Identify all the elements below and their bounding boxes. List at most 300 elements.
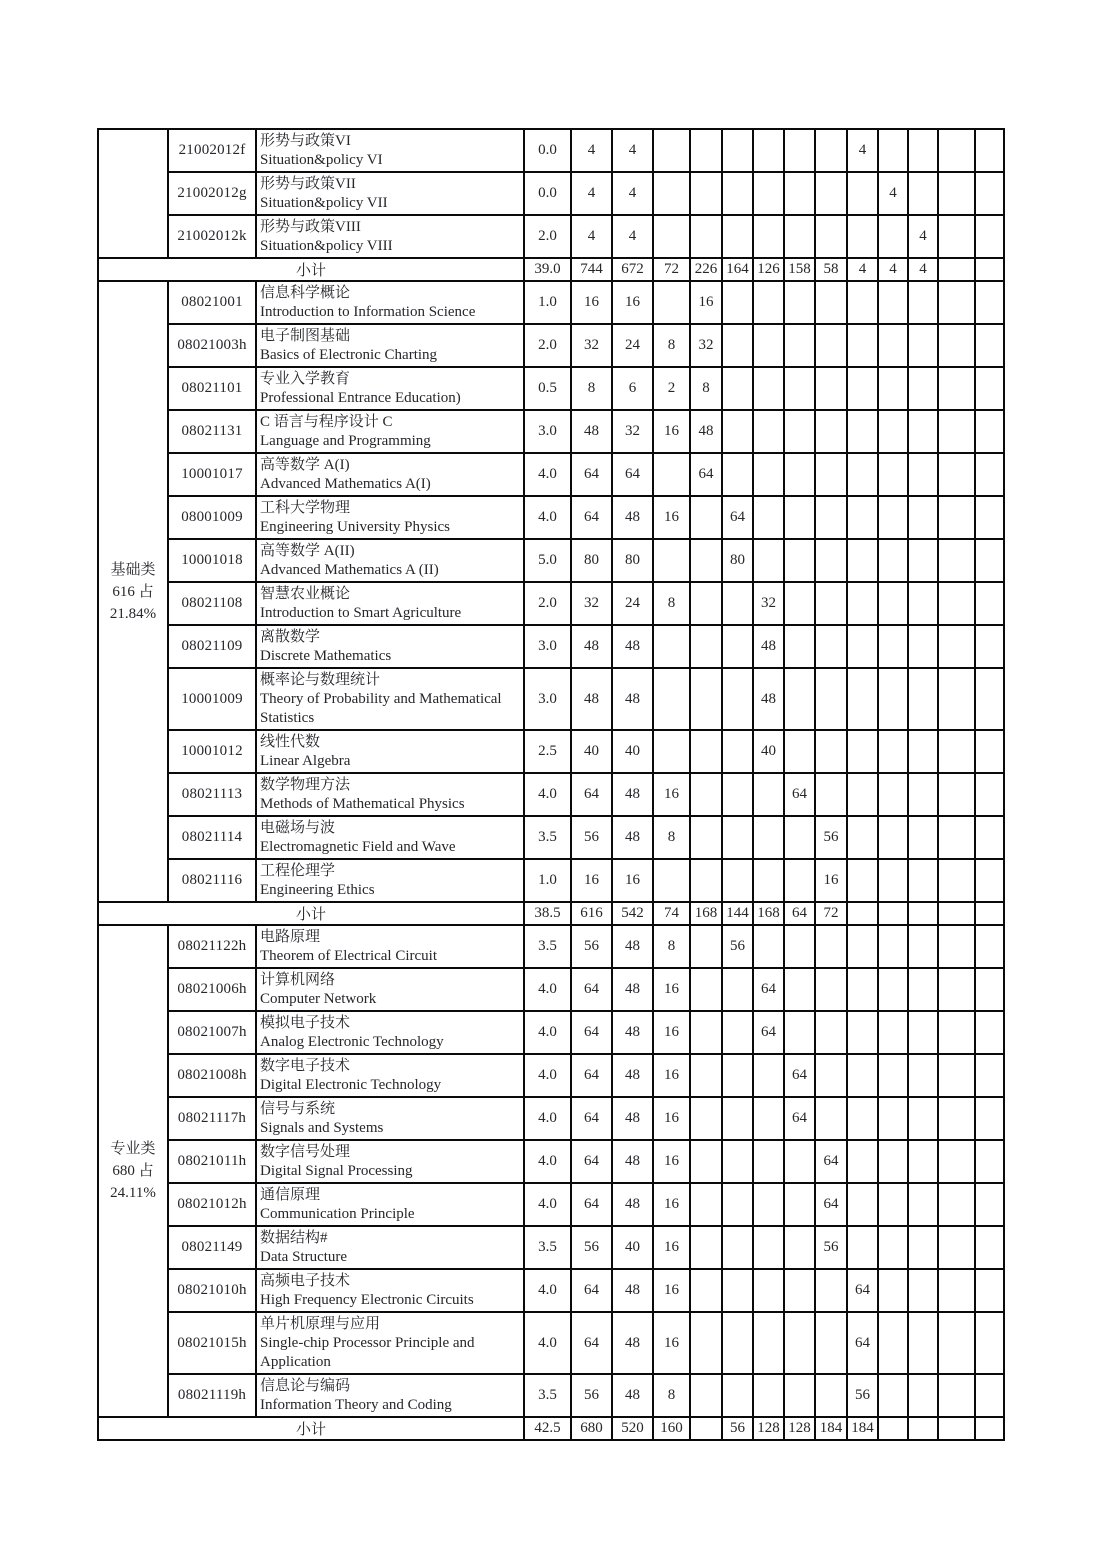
course-name-zh: 高等数学 A(II) [260,543,355,559]
value-cell: 64 [784,773,815,816]
value-cell [878,668,908,730]
value-cell [975,324,1004,367]
curriculum-table-body [98,129,1004,1440]
value-cell [938,816,975,859]
value-cell: 3.5 [524,1374,571,1417]
course-name-en: Computer Network [260,991,377,1007]
course-name-zh: 形势与政策VII [260,176,356,192]
value-cell [938,925,975,968]
course-name-zh: 数学物理方法 [260,777,351,793]
value-cell: 64 [847,1269,878,1312]
value-cell: 16 [653,968,690,1011]
course-name-en: Theorem of Electrical Circuit [260,948,438,964]
value-cell [690,1312,722,1374]
value-cell: 16 [653,1011,690,1054]
value-cell [722,129,753,172]
value-cell [722,1054,753,1097]
value-cell [815,215,847,258]
value-cell [690,773,722,816]
value-cell: 64 [784,1097,815,1140]
value-cell [753,453,784,496]
value-cell [753,1140,784,1183]
value-cell [784,1226,815,1269]
subtotal-row [98,258,1004,281]
value-cell: 16 [653,496,690,539]
subtotal-value-cell [938,902,975,925]
value-cell [908,1011,938,1054]
value-cell [690,625,722,668]
value-cell [722,1183,753,1226]
value-cell: 48 [753,668,784,730]
value-cell [690,925,722,968]
value-cell: 48 [612,1183,653,1226]
value-cell [690,1269,722,1312]
value-cell: 56 [815,1226,847,1269]
value-cell [878,773,908,816]
course-name-zh: 模拟电子技术 [260,1015,351,1031]
value-cell [722,1269,753,1312]
value-cell [690,172,722,215]
course-name-zh: 电路原理 [260,929,321,945]
value-cell [878,582,908,625]
value-cell [753,539,784,582]
value-cell [938,410,975,453]
course-name-en: Language and Programming [260,433,431,449]
value-cell: 4.0 [524,1054,571,1097]
course-name-cell [256,1312,524,1374]
course-name-en: Theory of Probability and Mathematical Statistics [260,691,502,726]
subtotal-value-cell: 184 [815,1417,847,1440]
value-cell: 1.0 [524,859,571,902]
course-name-cell [256,215,524,258]
value-cell [784,281,815,324]
course-name-en: Situation&policy VIII [260,238,393,254]
value-cell: 16 [653,773,690,816]
course-name-cell [256,1097,524,1140]
value-cell [847,539,878,582]
value-cell [938,539,975,582]
value-cell: 64 [571,1011,612,1054]
value-cell: 48 [612,1312,653,1374]
value-cell: 16 [653,1269,690,1312]
subtotal-value-cell: 168 [753,902,784,925]
value-cell [938,1011,975,1054]
value-cell [722,582,753,625]
value-cell: 64 [571,1312,612,1374]
subtotal-value-cell: 672 [612,258,653,281]
value-cell: 64 [847,1312,878,1374]
value-cell: 16 [653,410,690,453]
course-name-cell [256,324,524,367]
subtotal-value-cell: 56 [722,1417,753,1440]
value-cell: 4 [571,129,612,172]
value-cell [908,1226,938,1269]
value-cell [722,1312,753,1374]
course-name-zh: 通信原理 [260,1187,321,1203]
value-cell: 64 [753,968,784,1011]
subtotal-label-cell: 小计 [98,1417,524,1440]
value-cell [908,1312,938,1374]
value-cell [847,1097,878,1140]
value-cell [938,968,975,1011]
value-cell [690,730,722,773]
course-name-zh: 信息科学概论 [260,285,351,301]
value-cell [753,410,784,453]
value-cell [878,1097,908,1140]
value-cell: 48 [612,1140,653,1183]
value-cell: 16 [653,1183,690,1226]
value-cell [753,215,784,258]
value-cell: 64 [815,1183,847,1226]
course-name-cell [256,816,524,859]
value-cell [690,1374,722,1417]
value-cell: 64 [571,773,612,816]
value-cell [878,367,908,410]
value-cell: 3.5 [524,925,571,968]
value-cell: 8 [571,367,612,410]
value-cell [690,539,722,582]
value-cell [815,453,847,496]
value-cell [878,281,908,324]
course-row [98,410,1004,453]
value-cell [908,453,938,496]
subtotal-row [98,902,1004,925]
course-name-cell [256,496,524,539]
course-code-cell: 08021119h [168,1374,256,1417]
value-cell [653,668,690,730]
course-name-cell [256,730,524,773]
value-cell [690,816,722,859]
value-cell [938,730,975,773]
subtotal-label-cell: 小计 [98,902,524,925]
value-cell [722,281,753,324]
value-cell [847,1226,878,1269]
course-code-cell: 08021108 [168,582,256,625]
subtotal-value-cell [690,1417,722,1440]
value-cell: 2.5 [524,730,571,773]
value-cell [722,324,753,367]
value-cell [975,129,1004,172]
course-name-zh: 智慧农业概论 [260,586,351,602]
value-cell: 16 [653,1140,690,1183]
value-cell [878,496,908,539]
value-cell: 64 [571,1097,612,1140]
category-line: 24.11% [110,1185,156,1201]
value-cell [908,925,938,968]
value-cell [690,1140,722,1183]
course-code-cell: 08021011h [168,1140,256,1183]
value-cell [815,539,847,582]
course-name-zh: 离散数学 [260,629,321,645]
subtotal-value-cell: 616 [571,902,612,925]
course-row [98,859,1004,902]
course-name-cell [256,1226,524,1269]
value-cell [908,410,938,453]
course-name-zh: 电子制图基础 [260,328,351,344]
value-cell: 40 [612,1226,653,1269]
value-cell [938,129,975,172]
course-code-cell: 08001009 [168,496,256,539]
course-name-en: Advanced Mathematics A (II) [260,562,439,578]
value-cell [975,1140,1004,1183]
value-cell [690,1011,722,1054]
value-cell [975,1312,1004,1374]
value-cell: 48 [612,1269,653,1312]
value-cell [908,324,938,367]
value-cell [938,625,975,668]
course-code-cell: 08021109 [168,625,256,668]
value-cell [815,1097,847,1140]
course-name-zh: 信息论与编码 [260,1378,351,1394]
value-cell [722,816,753,859]
value-cell: 64 [571,453,612,496]
value-cell: 0.5 [524,367,571,410]
value-cell: 56 [571,925,612,968]
value-cell [878,968,908,1011]
category-line: 680 占 [112,1163,154,1179]
course-name-cell [256,1140,524,1183]
value-cell [784,453,815,496]
subtotal-value-cell: 4 [847,258,878,281]
value-cell: 16 [653,1312,690,1374]
value-cell [878,539,908,582]
value-cell [908,968,938,1011]
course-name-en: Single-chip Processor Principle and Application [260,1335,475,1370]
value-cell [847,215,878,258]
value-cell [908,367,938,410]
course-name-zh: 线性代数 [260,734,321,750]
value-cell: 16 [612,281,653,324]
course-name-cell [256,925,524,968]
subtotal-value-cell: 72 [815,902,847,925]
course-name-zh: 计算机网络 [260,972,336,988]
value-cell: 8 [653,816,690,859]
value-cell: 16 [815,859,847,902]
value-cell [815,730,847,773]
value-cell [938,668,975,730]
value-cell: 64 [784,1054,815,1097]
value-cell [653,730,690,773]
value-cell [815,1312,847,1374]
value-cell [878,1054,908,1097]
value-cell [690,1054,722,1097]
course-name-zh: 形势与政策VI [260,133,351,149]
course-name-zh: 工程伦理学 [260,863,336,879]
course-name-en: Analog Electronic Technology [260,1034,444,1050]
value-cell: 48 [612,1054,653,1097]
value-cell [784,582,815,625]
value-cell: 64 [612,453,653,496]
course-row [98,281,1004,324]
value-cell: 48 [571,625,612,668]
value-cell [653,281,690,324]
value-cell: 8 [653,1374,690,1417]
value-cell: 16 [653,1054,690,1097]
value-cell: 4 [571,215,612,258]
value-cell: 40 [571,730,612,773]
value-cell [753,859,784,902]
course-name-zh: 数字电子技术 [260,1058,351,1074]
value-cell [938,1269,975,1312]
value-cell: 16 [653,1097,690,1140]
value-cell [815,1054,847,1097]
value-cell [847,925,878,968]
value-cell [722,968,753,1011]
value-cell [815,925,847,968]
value-cell [938,1054,975,1097]
value-cell [847,453,878,496]
course-code-cell: 08021116 [168,859,256,902]
value-cell: 40 [612,730,653,773]
subtotal-value-cell: 42.5 [524,1417,571,1440]
course-row [98,1374,1004,1417]
value-cell: 64 [571,968,612,1011]
value-cell [722,172,753,215]
value-cell [938,1374,975,1417]
subtotal-value-cell: 226 [690,258,722,281]
course-code-cell: 08021149 [168,1226,256,1269]
course-name-en: Data Structure [260,1249,348,1265]
subtotal-value-cell: 128 [753,1417,784,1440]
course-row [98,215,1004,258]
course-row [98,1183,1004,1226]
value-cell [653,453,690,496]
value-cell [815,1374,847,1417]
value-cell: 5.0 [524,539,571,582]
value-cell [653,539,690,582]
value-cell: 0.0 [524,129,571,172]
value-cell [908,281,938,324]
value-cell [815,129,847,172]
value-cell [753,496,784,539]
course-code-cell: 08021008h [168,1054,256,1097]
value-cell [722,859,753,902]
course-name-cell [256,367,524,410]
value-cell [847,582,878,625]
value-cell: 64 [571,496,612,539]
course-name-en: Signals and Systems [260,1120,384,1136]
value-cell [938,324,975,367]
value-cell [908,1183,938,1226]
course-row [98,324,1004,367]
value-cell [784,968,815,1011]
value-cell: 32 [571,324,612,367]
course-name-cell [256,625,524,668]
subtotal-value-cell: 58 [815,258,847,281]
course-name-en: Linear Algebra [260,753,351,769]
value-cell [975,668,1004,730]
value-cell [938,1097,975,1140]
value-cell [908,730,938,773]
course-code-cell: 08021131 [168,410,256,453]
course-name-en: Methods of Mathematical Physics [260,796,465,812]
value-cell [722,215,753,258]
value-cell [908,816,938,859]
subtotal-value-cell: 164 [722,258,753,281]
value-cell [938,281,975,324]
subtotal-value-cell: 72 [653,258,690,281]
value-cell [878,625,908,668]
course-name-cell [256,281,524,324]
course-code-cell: 08021015h [168,1312,256,1374]
course-code-cell: 08021001 [168,281,256,324]
value-cell [847,859,878,902]
value-cell [938,859,975,902]
course-row [98,668,1004,730]
category-line: 616 占 [112,583,154,600]
course-name-cell [256,773,524,816]
value-cell [722,1140,753,1183]
course-row [98,582,1004,625]
value-cell: 48 [571,410,612,453]
value-cell: 3.0 [524,668,571,730]
value-cell: 0.0 [524,172,571,215]
value-cell: 8 [690,367,722,410]
course-name-cell [256,1011,524,1054]
value-cell: 4.0 [524,1269,571,1312]
value-cell: 1.0 [524,281,571,324]
category-cell [98,925,168,1417]
value-cell [784,625,815,668]
value-cell [938,773,975,816]
value-cell: 56 [815,816,847,859]
value-cell [690,968,722,1011]
course-name-en: Engineering University Physics [260,519,450,535]
value-cell [975,859,1004,902]
course-name-en: Electromagnetic Field and Wave [260,839,456,855]
value-cell: 56 [571,1226,612,1269]
value-cell [975,582,1004,625]
value-cell [815,324,847,367]
value-cell [722,730,753,773]
value-cell: 4 [612,215,653,258]
course-name-cell [256,1183,524,1226]
value-cell [690,1097,722,1140]
value-cell [847,172,878,215]
value-cell: 3.5 [524,816,571,859]
value-cell: 2.0 [524,582,571,625]
course-name-en: Introduction to Information Science [260,304,476,320]
course-name-en: Advanced Mathematics A(I) [260,476,431,492]
course-code-cell: 08021012h [168,1183,256,1226]
value-cell [878,215,908,258]
value-cell [847,496,878,539]
value-cell [815,281,847,324]
value-cell [753,925,784,968]
subtotal-value-cell [975,1417,1004,1440]
subtotal-value-cell: 542 [612,902,653,925]
value-cell: 4.0 [524,1312,571,1374]
category-cell [98,281,168,902]
value-cell: 4.0 [524,1011,571,1054]
value-cell [975,773,1004,816]
value-cell [878,816,908,859]
course-row [98,625,1004,668]
value-cell [908,582,938,625]
value-cell: 64 [571,1183,612,1226]
value-cell: 4 [908,215,938,258]
value-cell [653,215,690,258]
value-cell: 48 [612,773,653,816]
value-cell [847,367,878,410]
value-cell: 80 [612,539,653,582]
course-code-cell: 10001018 [168,539,256,582]
value-cell [753,281,784,324]
value-cell [815,367,847,410]
category-cell [98,129,168,258]
value-cell [847,1054,878,1097]
value-cell: 8 [653,925,690,968]
